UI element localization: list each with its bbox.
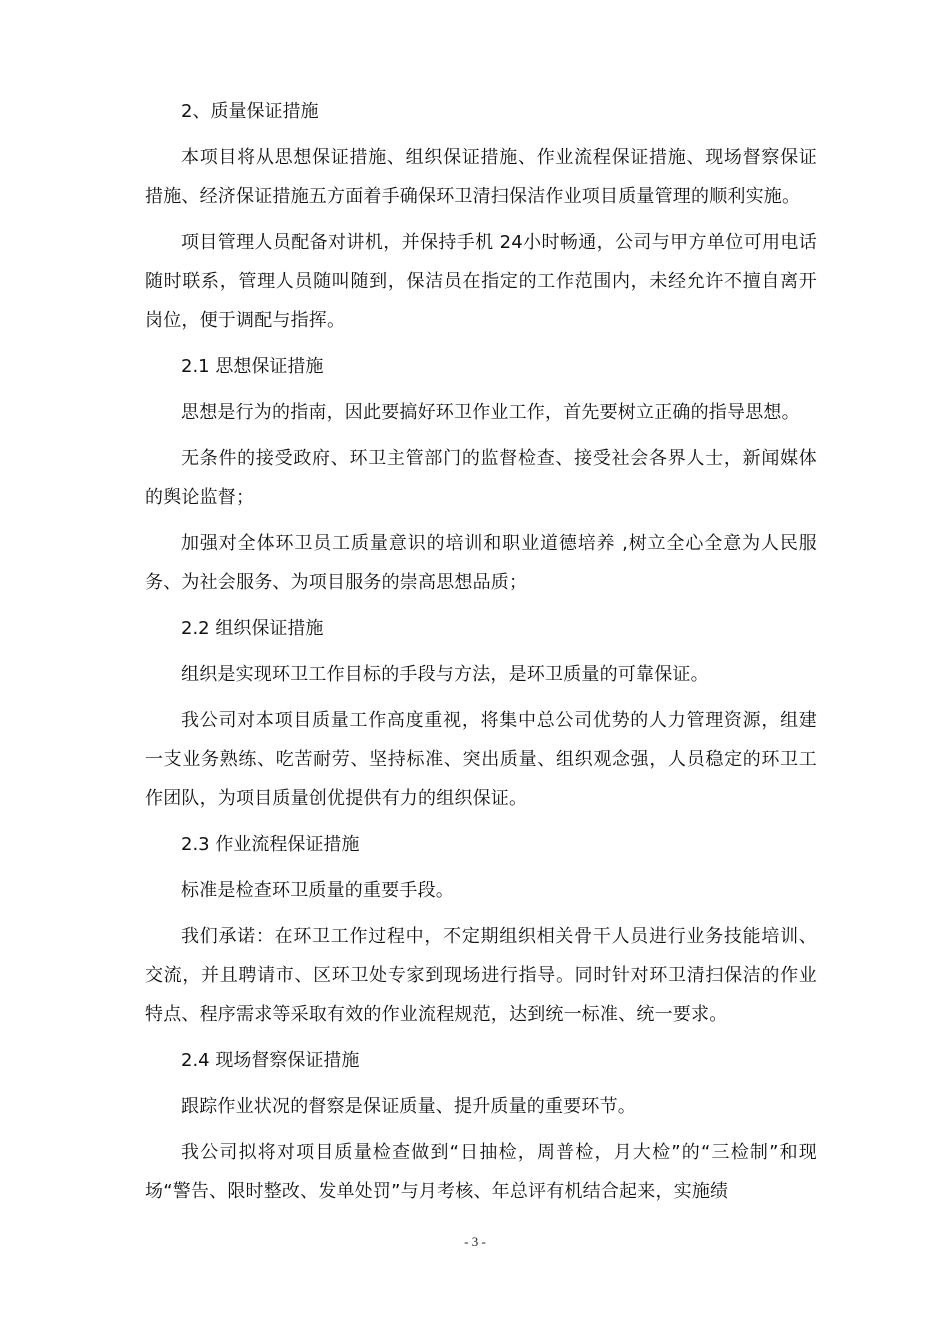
section-heading-organization: 2.2 组织保证措施 (181, 618, 324, 639)
section-heading-workflow: 2.3 作业流程保证措施 (181, 834, 360, 855)
section-heading-quality-measures: 2、质量保证措施 (181, 101, 319, 122)
page-number: - 3 - (464, 1234, 486, 1249)
document-body (145, 92, 817, 1218)
paragraph-ideology-guide: 思想是行为的指南，因此要搞好环卫作业工作，首先要树立正确的指导思想。 (181, 402, 800, 423)
paragraph-commitment: 我们承诺：在环卫工作过程中，不定期组织相关骨干人员进行业务技能培训、交流，并且聘请市、区环卫处专家到现场进行指导。同时针对环卫清扫保洁的作业特点、程序需求等采取有效的作业流程规范，达到统一标准、统一要求。 (145, 926, 817, 1025)
paragraph-team: 我公司对本项目质量工作高度重视，将集中总公司优势的人力管理资源，组建一支业务熟练、吃苦耐劳、坚持标准、突出质量、组织观念强，人员稳定的环卫工作团队，为项目质量创优提供有力的组织保证。 (145, 710, 817, 809)
paragraph-inspection-system: 我公司拟将对项目质量检查做到“日抽检，周普检，月大检”的“三检制”和现场“警告、限时整改、发单处罚”与月考核、年总评有机结合起来，实施绩 (145, 1142, 817, 1202)
paragraph-supervision: 无条件的接受政府、环卫主管部门的监督检查、接受社会各界人士，新闻媒体的舆论监督； (145, 448, 817, 508)
section-heading-site-inspection: 2.4 现场督察保证措施 (181, 1050, 360, 1071)
paragraph-standards: 标准是检查环卫质量的重要手段。 (181, 880, 454, 901)
section-heading-ideology: 2.1 思想保证措施 (181, 356, 324, 377)
paragraph-communication: 项目管理人员配备对讲机，并保持手机 24小时畅通，公司与甲方单位可用电话随时联系，管理人员随叫随到，保洁员在指定的工作范围内，未经允许不擅自离开岗位，便于调配与指挥。 (145, 232, 817, 331)
paragraph-organization-means: 组织是实现环卫工作目标的手段与方法，是环卫质量的可靠保证。 (181, 664, 709, 685)
paragraph-training: 加强对全体环卫员工质量意识的培训和职业道德培养 ,树立全心全意为人民服务、为社会服务、为项目服务的崇高思想品质； (145, 533, 817, 593)
paragraph-tracking: 跟踪作业状况的督察是保证质量、提升质量的重要环节。 (181, 1096, 636, 1117)
paragraph-overview: 本项目将从思想保证措施、组织保证措施、作业流程保证措施、现场督察保证措施、经济保证措施五方面着手确保环卫清扫保洁作业项目质量管理的顺利实施。 (145, 147, 817, 207)
